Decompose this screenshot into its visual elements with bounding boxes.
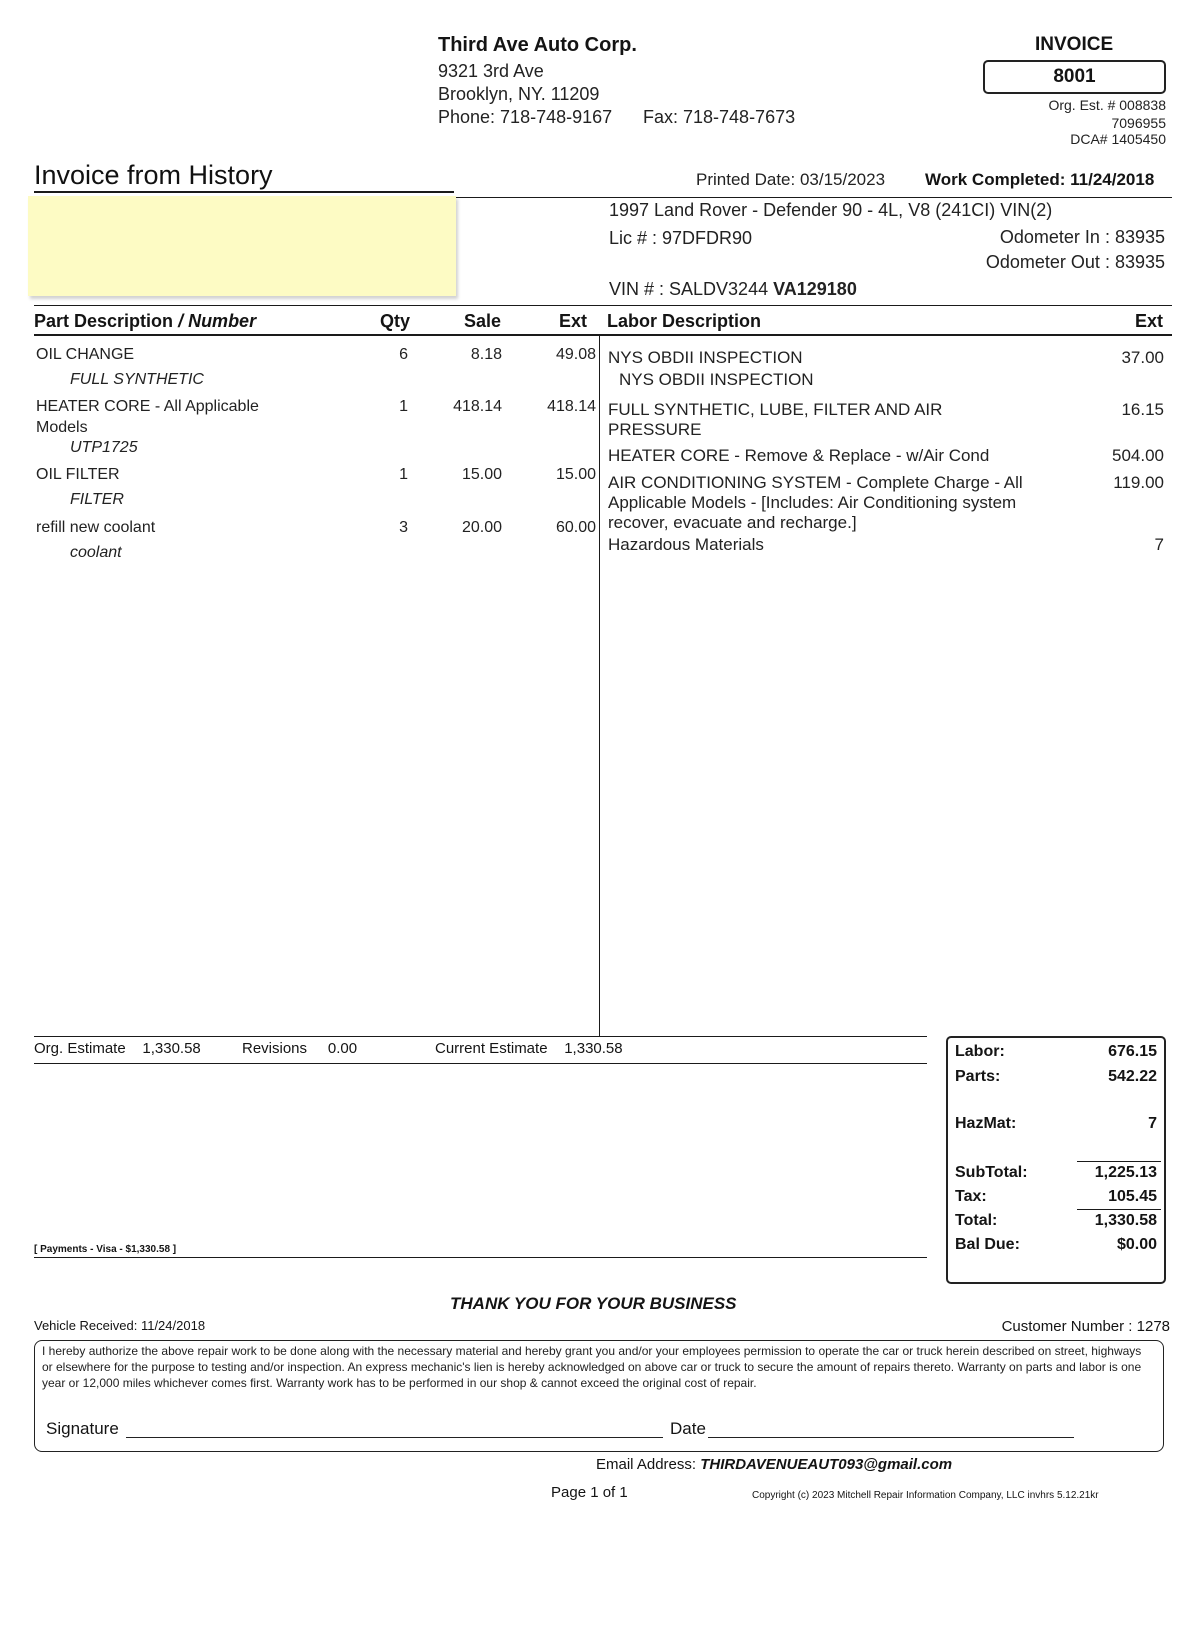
org-estimate-label: Org. Estimate — [34, 1040, 126, 1057]
copyright: Copyright (c) 2023 Mitchell Repair Information Company, LLC invhrs 5.12.21kr — [752, 1490, 1099, 1501]
part-number: UTP1725 — [70, 439, 138, 456]
part-sale: 8.18 — [470, 346, 502, 363]
bal-due-label: Bal Due: — [955, 1236, 1020, 1253]
shop-fax: Fax: 718-748-7673 — [643, 107, 796, 127]
part-qty: 1 — [399, 466, 408, 483]
labor-line: HEATER CORE - Remove & Replace - w/Air Cond — [608, 446, 990, 465]
labor-ext: 7 — [1154, 535, 1164, 554]
org-estimate — [34, 1040, 201, 1057]
part-description: OIL FILTER — [36, 466, 120, 483]
bal-due: $0.00 — [1116, 1236, 1157, 1253]
odometer-in: Odometer In : 83935 — [999, 227, 1165, 247]
customer-number: Customer Number : 1278 — [1001, 1318, 1170, 1335]
labor-line: NYS OBDII INSPECTION — [619, 370, 814, 389]
total-rule — [1077, 1209, 1161, 1210]
vehicle-received: Vehicle Received: 11/24/2018 — [34, 1318, 206, 1333]
parts-ext-header: Ext — [559, 311, 588, 331]
labor-total-label: Labor: — [955, 1043, 1005, 1060]
part-qty: 1 — [399, 398, 408, 415]
part-description-header-label: Part Description — [34, 311, 174, 331]
page-number: Page 1 of 1 — [551, 1484, 628, 1501]
hazmat-total: 7 — [1148, 1115, 1157, 1132]
labor-ext: 37.00 — [1121, 348, 1164, 367]
estimate-bottom-rule — [34, 1063, 927, 1064]
dca-number: DCA# 1405450 — [1070, 131, 1166, 147]
work-completed: Work Completed: 11/24/2018 — [925, 170, 1155, 189]
hazmat-total-label: HazMat: — [955, 1115, 1017, 1132]
redacted-customer-block — [28, 196, 456, 296]
part-ext: 60.00 — [555, 519, 596, 536]
labor-line: AIR CONDITIONING SYSTEM - Complete Charge - All — [608, 473, 1023, 492]
column-divider — [599, 336, 600, 1036]
labor-total: 676.15 — [1108, 1043, 1157, 1060]
subtotal-rule — [1077, 1161, 1161, 1162]
printed-date: Printed Date: 03/15/2023 — [696, 170, 886, 189]
vehicle-description: 1997 Land Rover - Defender 90 - 4L, V8 (241CI) VIN(2) — [609, 200, 1053, 220]
table-top-rule — [34, 305, 1172, 306]
license-plate: Lic # : 97DFDR90 — [609, 228, 753, 248]
part-number: coolant — [70, 544, 122, 561]
authorization-text: I hereby authorize the above repair work to be done along with the necessary material and hereby grant you and/or your employees permission to operate the car or truck herein described on street, highways or elsewhere for the purpose to testing and/or inspection. An express mechanic's lien is hereby acknowledged on above car or truck to secure the amount of repairs thereto. Warranty on parts and labor is one year or 12,000 miles whichever comes first. Warranty work has to be performed in our shop & cannot exceed the original cost of repair. — [42, 1344, 1142, 1390]
total-label: Total: — [955, 1212, 998, 1229]
revisions — [242, 1040, 357, 1057]
current-estimate — [435, 1040, 623, 1057]
vin-prefix: VIN # : SALDV3244 — [609, 279, 774, 299]
labor-ext: 16.15 — [1121, 400, 1164, 419]
id-line: 7096955 — [1111, 115, 1166, 131]
labor-description-header: Labor Description — [607, 311, 762, 331]
part-ext: 49.08 — [555, 346, 596, 363]
labor-ext: 119.00 — [1113, 473, 1164, 492]
shop-street: 9321 3rd Ave — [438, 61, 544, 81]
labor-ext-header: Ext — [1135, 311, 1164, 331]
total: 1,330.58 — [1094, 1212, 1157, 1229]
sale-header: Sale — [464, 311, 502, 331]
part-description: HEATER CORE - All Applicable — [36, 398, 259, 415]
subtotal-label: SubTotal: — [955, 1164, 1028, 1181]
signature-label: Signature — [46, 1419, 119, 1438]
part-sale: 15.00 — [461, 466, 502, 483]
date-label: Date — [670, 1419, 706, 1438]
estimate-top-rule — [34, 1036, 927, 1037]
payments-rule — [34, 1257, 927, 1258]
thank-you: THANK YOU FOR YOUR BUSINESS — [450, 1294, 737, 1313]
part-ext: 418.14 — [547, 398, 596, 415]
labor-line: Hazardous Materials — [608, 535, 764, 554]
tax-label: Tax: — [955, 1188, 987, 1205]
tax: 105.45 — [1108, 1188, 1157, 1205]
invoice-number: 8001 — [983, 60, 1166, 94]
part-description: OIL CHANGE — [36, 346, 135, 363]
email-line — [596, 1456, 952, 1473]
title-underline — [34, 191, 454, 193]
shop-phone: Phone: 718-748-9167 — [438, 107, 613, 127]
qty-header: Qty — [380, 311, 411, 331]
part-description: refill new coolant — [36, 519, 156, 536]
current-estimate-value: 1,330.58 — [564, 1040, 623, 1057]
part-sale: 20.00 — [461, 519, 502, 536]
email-label: Email Address: — [596, 1456, 697, 1473]
parts-total: 542.22 — [1108, 1068, 1157, 1085]
shop-city: Brooklyn, NY. 11209 — [438, 84, 600, 104]
org-est: Org. Est. # 008838 — [1048, 97, 1166, 113]
labor-line: PRESSURE — [608, 420, 702, 439]
labor-ext: 504.00 — [1112, 446, 1164, 465]
signature-line[interactable] — [126, 1437, 663, 1438]
part-number: FULL SYNTHETIC — [70, 371, 204, 388]
table-header-rule — [34, 334, 1172, 336]
current-estimate-label: Current Estimate — [435, 1040, 548, 1057]
page-title: Invoice from History — [34, 160, 273, 190]
part-description-header — [34, 311, 256, 332]
labor-line: NYS OBDII INSPECTION — [608, 348, 803, 367]
payments-line: [ Payments - Visa - $1,330.58 ] — [34, 1244, 177, 1255]
org-estimate-value: 1,330.58 — [142, 1040, 201, 1057]
shop-name: Third Ave Auto Corp. — [438, 34, 637, 56]
part-ext: 15.00 — [555, 466, 596, 483]
part-sale: 418.14 — [453, 398, 502, 415]
parts-total-label: Parts: — [955, 1068, 1001, 1085]
labor-line: Applicable Models - [Includes: Air Conditioning system — [608, 493, 1017, 512]
vin — [609, 279, 857, 300]
header-rule — [448, 197, 1172, 198]
date-line[interactable] — [708, 1437, 1074, 1438]
vin-suffix: VA129180 — [773, 279, 857, 299]
part-qty: 3 — [399, 519, 408, 536]
email-address: THIRDAVENUEAUT093@gmail.com — [700, 1456, 953, 1473]
invoice-label: INVOICE — [1035, 34, 1114, 55]
labor-line: recover, evacuate and recharge.] — [608, 513, 857, 532]
part-description-line2: Models — [36, 419, 88, 436]
subtotal: 1,225.13 — [1094, 1164, 1157, 1181]
part-qty: 6 — [399, 346, 408, 363]
part-number-header-label: / Number — [178, 311, 257, 331]
labor-line: FULL SYNTHETIC, LUBE, FILTER AND AIR — [608, 400, 943, 419]
revisions-value: 0.00 — [327, 1040, 358, 1057]
revisions-label: Revisions — [242, 1040, 308, 1057]
odometer-out: Odometer Out : 83935 — [985, 252, 1165, 272]
part-number: FILTER — [70, 491, 124, 508]
